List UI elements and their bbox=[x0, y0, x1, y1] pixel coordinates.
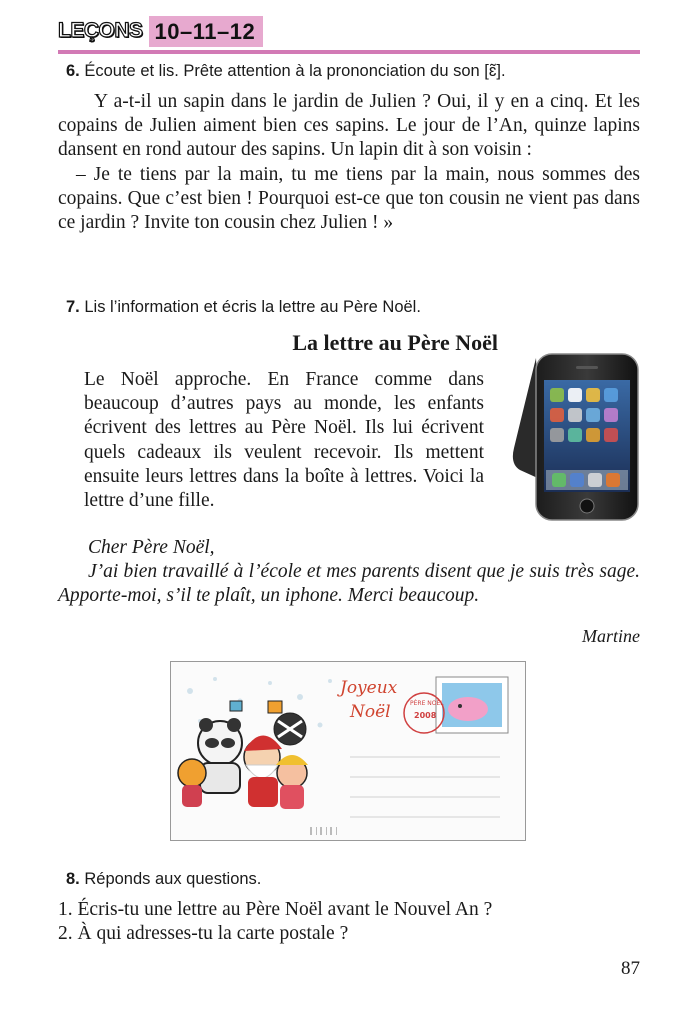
lesson-numbers: 10–11–12 bbox=[149, 16, 264, 47]
task-6-reading bbox=[58, 90, 640, 235]
task-7-text: Lis l’information et écris la lettre au Père Noël. bbox=[84, 298, 421, 316]
question-1: 1. Écris-tu une lettre au Père Noël avant le Nouvel An ? bbox=[58, 899, 493, 920]
header-rule bbox=[58, 50, 640, 54]
iphone-image bbox=[506, 352, 642, 524]
christmas-envelope-image bbox=[170, 661, 526, 841]
reading-paragraph-2: – Je te tiens par la main, tu me tiens par la main, nous sommes des copains. Que c’est bien ! Pourquoi est-ce que ton cousin ne vient pas dans ce jardin ? Invite ton cousin chez Julien ! » bbox=[58, 163, 640, 234]
letter-info-body: Le Noël approche. En France comme dans beaucoup d’autres pays au monde, les enfants écrivent des lettres au Père Noël. Ils lui écrivent quels cadeaux ils veulent recevoir. Ils mettent ensuite leurs lettres dans la boîte à lettres. Voici la lettre d’une fille. bbox=[84, 369, 484, 512]
task-6-instruction bbox=[66, 62, 506, 81]
task-8-number: 8. bbox=[66, 870, 80, 888]
task-6-number: 6. bbox=[66, 62, 80, 80]
letter-title: La lettre au Père Noël bbox=[292, 330, 498, 355]
lesson-header bbox=[58, 14, 263, 48]
postmark-text: PÈRE NOËL bbox=[410, 700, 444, 707]
letter-body: J’ai bien travaillé à l’école et mes parents disent que je suis très sage. Apporte-moi, s’il te plaît, un iphone. Merci beaucoup. bbox=[58, 561, 640, 607]
lessons-label: LEÇONS bbox=[58, 19, 143, 42]
letter-greeting: Cher Père Noël, bbox=[88, 537, 215, 558]
task-7-instruction bbox=[66, 298, 421, 317]
letter-signature: Martine bbox=[582, 626, 640, 646]
task-8-instruction bbox=[66, 870, 261, 889]
postmark-year: 2008 bbox=[414, 711, 437, 720]
question-2: 2. À qui adresses-tu la carte postale ? bbox=[58, 923, 349, 944]
task-7-number: 7. bbox=[66, 298, 80, 316]
reading-paragraph-1: Y a-t-il un sapin dans le jardin de Julien ? Oui, il y en a cinq. Et les copains de Julien aiment bien ces sapins. Le jour de l’An, quinze lapins dansent en rond autour des sapins. Un lapin dit à son voisin : bbox=[58, 91, 640, 161]
page-number: 87 bbox=[621, 958, 640, 979]
letter-text bbox=[58, 536, 640, 609]
envelope-noel: Noël bbox=[350, 702, 391, 722]
letter-info-text bbox=[84, 368, 484, 513]
task-6-text: Écoute et lis. Prête attention à la prononciation du son [ɛ̃]. bbox=[84, 62, 506, 80]
envelope-joyeux: Joyeux bbox=[340, 678, 398, 698]
task-8-text: Réponds aux questions. bbox=[84, 870, 262, 888]
